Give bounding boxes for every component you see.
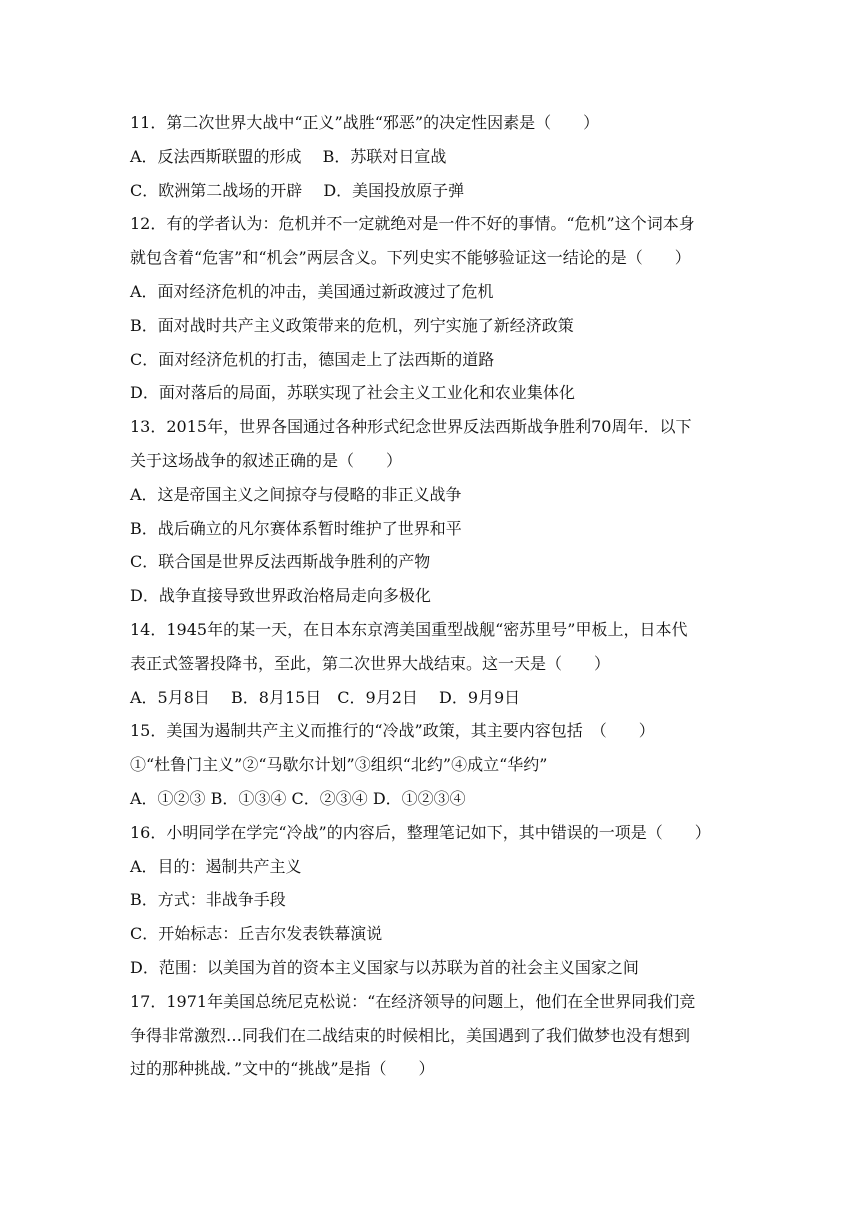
question-12-option-c: C．面对经济危机的打击，德国走上了法西斯的道路 <box>130 349 495 369</box>
question-17-stem-line-3: 过的那种挑战．”文中的“挑战”是指（ ） <box>130 1059 435 1079</box>
question-13-option-c: C．联合国是世界反法西斯战争胜利的产物 <box>130 552 431 572</box>
question-12-stem-line-1: 12．有的学者认为：危机并不一定就绝对是一件不好的事情。“危机”这个词本身 <box>130 214 695 234</box>
question-12-option-b: B．面对战时共产主义政策带来的危机，列宁实施了新经济政策 <box>130 315 574 335</box>
question-15-stem: 15．美国为遏制共产主义而推行的“冷战”政策，其主要内容包括 （ ） <box>130 721 655 741</box>
question-text-block <box>130 106 740 1086</box>
question-16-option-b: B．方式：非战争手段 <box>130 890 286 910</box>
question-17-stem-line-1: 17．1971年美国总统尼克松说：“在经济领导的问题上，他们在全世界同我们竞 <box>130 991 696 1011</box>
question-14-options: A．5月8日 B．8月15日 C．9月2日 D．9月9日 <box>130 687 521 707</box>
question-13-option-d: D．战争直接导致世界政治格局走向多极化 <box>130 586 431 606</box>
question-12-stem-line-2: 就包含着“危害”和“机会”两层含义。下列史实不能够验证这一结论的是（ ） <box>130 248 691 268</box>
question-16-option-a: A．目的：遏制共产主义 <box>130 856 302 876</box>
question-11-options-ab: A．反法西斯联盟的形成 B．苏联对日宣战 <box>130 146 447 166</box>
question-16-option-d: D．范围：以美国为首的资本主义国家与以苏联为首的社会主义国家之间 <box>130 957 639 977</box>
question-12-option-d: D．面对落后的局面，苏联实现了社会主义工业化和农业集体化 <box>130 383 575 403</box>
question-16-option-c: C．开始标志：丘吉尔发表铁幕演说 <box>130 924 383 944</box>
question-11-stem: 11．第二次世界大战中“正义”战胜“邪恶”的决定性因素是（ ） <box>130 113 600 132</box>
question-13-option-a: A．这是帝国主义之间掠夺与侵略的非正义战争 <box>130 484 462 504</box>
question-14-stem-line-2: 表正式签署投降书，至此，第二次世界大战结束。这一天是（ ） <box>130 653 611 673</box>
question-13-stem-line-1: 13．2015年，世界各国通过各种形式纪念世界反法西斯战争胜利70周年．以下 <box>130 417 692 437</box>
question-15-options: A．①②③ B．①③④ C．②③④ D．①②③④ <box>130 788 466 808</box>
question-11-options-cd: C．欧洲第二战场的开辟 D．美国投放原子弹 <box>130 180 465 200</box>
question-16-stem: 16．小明同学在学完“冷战”的内容后，整理笔记如下，其中错误的一项是（ ） <box>130 822 711 842</box>
question-17-stem-line-2: 争得非常激烈…同我们在二战结束的时候相比，美国遇到了我们做梦也没有想到 <box>130 1025 691 1045</box>
question-14-stem-line-1: 14．1945年的某一天，在日本东京湾美国重型战舰“密苏里号”甲板上，日本代 <box>130 619 688 639</box>
question-12-option-a: A．面对经济危机的冲击，美国通过新政渡过了危机 <box>130 281 494 301</box>
question-13-option-b: B．战后确立的凡尔赛体系暂时维护了世界和平 <box>130 518 462 538</box>
question-15-items: ①“杜鲁门主义”②“马歇尔计划”③组织“北约”④成立“华约” <box>130 755 548 775</box>
question-13-stem-line-2: 关于这场战争的叙述正确的是（ ） <box>130 450 403 470</box>
